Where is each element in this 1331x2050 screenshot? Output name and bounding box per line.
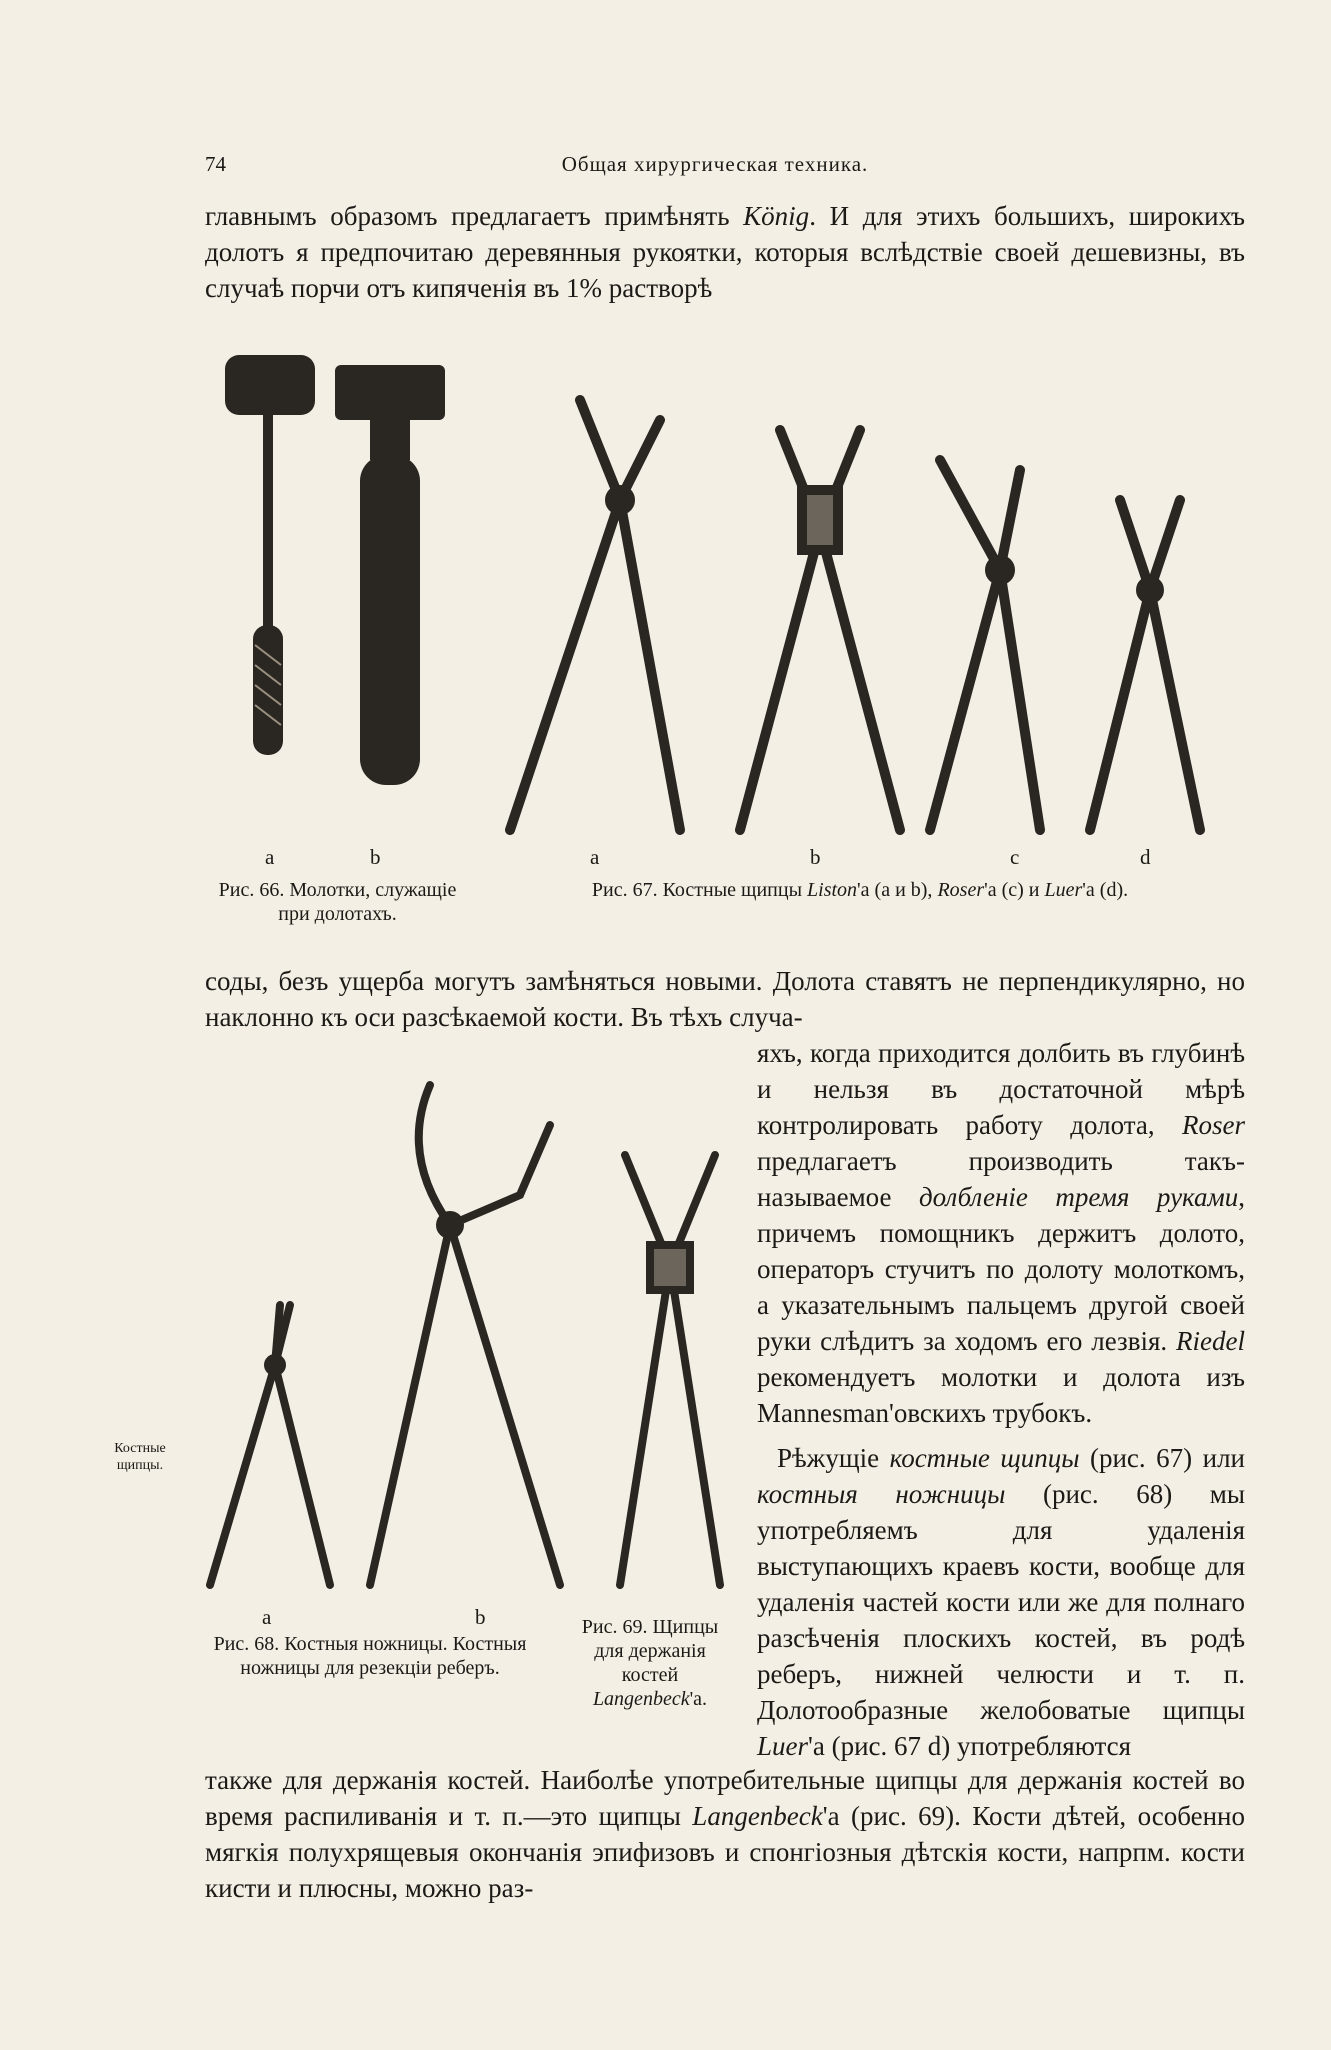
paragraph-mid: соды, безъ ущерба могутъ замѣняться новыми. Долота ставятъ не перпендикулярно, но наклонно къ оси разсѣкаемой кости. Въ тѣхъ случа- [205, 966, 1245, 1032]
fig67-illustration [490, 390, 1250, 840]
page-number: 74 [205, 152, 226, 176]
paragraph-right: яхъ, когда приходится долбить въ глубинѣ и нельзя въ достаточной мѣрѣ контролировать работу долота, Roser предлагаетъ производить такъ-называемое долбленіе тремя руками, причемъ помощникъ держитъ долото, операторъ стучитъ по долоту молоткомъ, а указательнымъ пальцемъ другой своей руки слѣдитъ за ходомъ его лезвія. Riedel рекомендуетъ молотки и долота изъ Mannesman'овскихъ трубокъ. [757, 1038, 1245, 1428]
forceps-67a-icon [510, 400, 680, 830]
fig68-caption: Рис. 68. Костныя ножницы. Костныя ножницы для резекціи реберъ. [213, 1633, 527, 1679]
hammer-a-icon [225, 355, 315, 755]
fig66-caption: Рис. 66. Молотки, служащіе при долотахъ. [218, 879, 457, 925]
fig66-illustration-b [330, 360, 450, 790]
fig67-label-a: a [590, 845, 600, 869]
paragraph-top: главнымъ образомъ предлагаетъ примѣнять König. И для этихъ большихъ, широкихъ долотъ я предпочитаю деревянныя рукоятки, которыя вслѣдствіе своей дешевизны, въ случаѣ порчи отъ кипяченія въ 1% растворѣ [205, 201, 1245, 303]
fig68-label-a: a [262, 1605, 272, 1629]
forceps-67d-icon [1090, 500, 1200, 830]
fig67-caption: Рис. 67. Костные щипцы Liston'а (a и b), Roser'а (c) и Luer'а (d). [591, 879, 1129, 901]
author-name: König [743, 201, 810, 231]
fig69-illustration [600, 1145, 740, 1595]
fig68-illustration [200, 1075, 580, 1595]
fig67-label-d: d [1140, 845, 1151, 869]
fig69-caption: Рис. 69. Щипцы для держанія костей Langenbeck'а. [581, 1616, 719, 1710]
fig67-label-b: b [810, 845, 821, 869]
forceps-67b-icon [740, 430, 900, 830]
fig66-label-a: a [265, 845, 275, 869]
margin-note: Костные щипцы. [114, 1441, 166, 1473]
scissors-68a-icon [210, 1305, 330, 1585]
fig67-label-c: c [1010, 845, 1020, 869]
running-title: Общая хирургическая техника. [561, 152, 869, 176]
paragraph-bottom: также для держанія костей. Наиболѣе употребительные щипцы для держанія костей во время распиливанія и т. п.—это щипцы Langenbeck'а (рис. 69). Кости дѣтей, особенно мягкія полухрящевыя окончанія эпифизовъ и спонгіозныя дѣтскія кости, напрпм. кости кисти и плюсны, можно раз- [205, 1765, 1245, 1903]
forceps-69-icon [620, 1155, 720, 1585]
paragraph-right-2: Рѣжущіе костные щипцы (рис. 67) или костныя ножницы (рис. 68) мы употребляемъ для удаленія выступающихъ краевъ кости, вообще для удаленія частей кости или же для полнаго разсѣченія плоскихъ костей, въ родѣ реберъ, нижней челюсти и т. п. Долотообразные желобоватые щипцы Luer'а (рис. 67 d) употребляются [757, 1443, 1245, 1761]
hammer-b-icon [335, 365, 445, 785]
scissors-68b-icon [370, 1085, 560, 1585]
fig68-label-b: b [475, 1605, 486, 1629]
forceps-67c-icon [930, 460, 1040, 830]
fig66-label-b: b [370, 845, 381, 869]
